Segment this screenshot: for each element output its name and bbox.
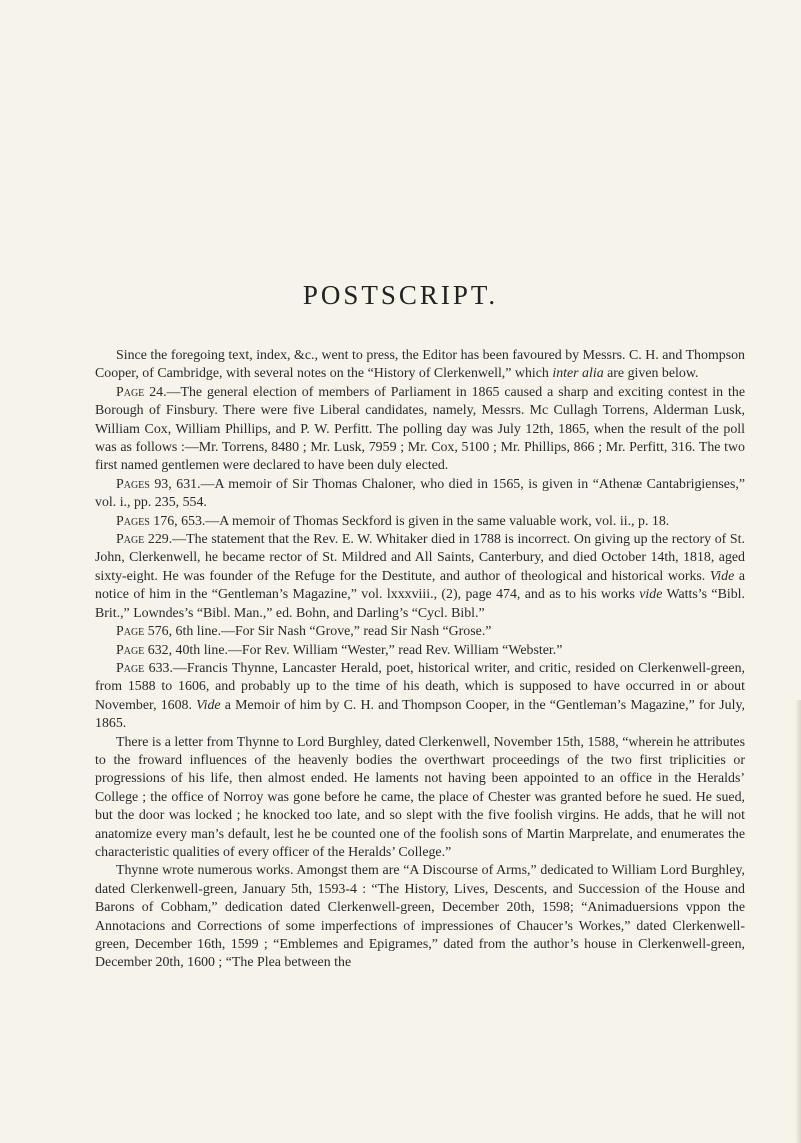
intro-italic: inter alia xyxy=(552,366,604,382)
paragraph-page-632 xyxy=(95,642,745,660)
paragraph-thynne-letter: There is a letter from Thynne to Lord Burghley, dated Clerkenwell, November 15th, 1588, “wherein he attributes to the froward influences of the heavenly bodies the overthwart proceedings of the two first triplicities or progressions of his life, then almost ended. He laments not having been appointed to an office in the Heralds’ College ; the office of Norroy was gone before he came, the place of Chester was granted before he sued. He sued, but the door was locked ; he knocked too late, and so slept with the five foolish virgins. He adds, that he will not anatomize every man’s default, lest he be counted one of the foolish sons of Martin Marprelate, and enumerates the characteristic qualities of every officer of the Heralds’ College.” xyxy=(95,734,745,860)
paragraph-page-576 xyxy=(95,623,745,641)
paragraph-text-b: a notice of him in the “Gentleman’s Magazine,” vol. lxxxviii., (2), page 474, and as to his works xyxy=(95,568,745,603)
paragraph-pages-93-631 xyxy=(95,476,745,513)
intro-text-b: are given below. xyxy=(603,366,699,382)
paragraph-text: —A memoir of Sir Thomas Chaloner, who died in 1565, is given in “Athenæ Cantabrigienses,” vol. i., pp. 235, 554. xyxy=(95,476,745,511)
paragraph-text: 40th line.—For Rev. William “Wester,” read Rev. William “Webster.” xyxy=(172,642,563,658)
vide-italic: vide xyxy=(639,587,663,603)
paragraph-thynne-works: Thynne wrote numerous works. Amongst them are “A Discourse of Arms,” dedicated to William Lord Burghley, dated Clerkenwell-green, January 5th, 1593-4 : “The History, Lives, Descents, and Succession of the House and Barons of Cobham,” dedication dated Clerkenwell-green, December 20th, 1598; “Animaduersions vppon the Annotacions and Corrections of some imperfections of impressiones of Chaucer’s Workes,” dated Clerkenwell-green, December 16th, 1599 ; “Emblemes and Epigrames,” dated from the author’s house in Clerkenwell-green, December 20th, 1600 ; “The Plea between the xyxy=(95,863,745,971)
paragraph-text: 6th line.—For Sir Nash “Grove,” read Sir Nash “Grose.” xyxy=(172,624,492,640)
page-ref: Page 633. xyxy=(116,660,173,676)
page-ref: Pages 93, 631. xyxy=(116,476,201,492)
page-ref: Page 24. xyxy=(116,384,167,400)
paragraph-page-633 xyxy=(95,660,745,734)
intro-text-a: Since the foregoing text, index, &c., went to press, the Editor has been favoured by Messrs. C. H. and Thompson Cooper, of Cambridge, with several notes on the “History of Clerkenwell,” which xyxy=(95,348,745,382)
body-text xyxy=(95,347,745,973)
paragraph-intro xyxy=(95,347,745,384)
page-title: POSTSCRIPT. xyxy=(302,280,499,310)
paragraph-pages-176-653 xyxy=(95,513,745,531)
page-ref: Page 576, xyxy=(116,624,173,640)
page-ref: Page 229. xyxy=(116,532,173,548)
vide-italic: Vide xyxy=(709,568,735,584)
paragraph-text-c: Watts’s “Bibl. Brit.,” Lowndes’s “Bibl. Man.,” ed. Bohn, and Darling’s “Cycl. Bibl.” xyxy=(95,587,745,621)
paragraph-text: —A memoir of Thomas Seckford is given in the same valuable work, vol. ii., p. 18. xyxy=(205,513,670,529)
vide-italic: Vide xyxy=(196,697,221,713)
page-ref: Page 632, xyxy=(116,642,173,658)
paragraph-page-229 xyxy=(95,531,745,623)
page-ref: Pages 176, 653. xyxy=(116,513,206,529)
paragraph-text-b: a Memoir of him by C. H. and Thompson Cooper, in the “Gentleman’s Magazine,” for July, 1865. xyxy=(95,697,745,732)
paragraph-page-24 xyxy=(95,384,745,476)
paragraph-text-a: —Francis Thynne, Lancaster Herald, poet, historical writer, and critic, resided on Clerkenwell-green, from 1588 to 1606, and probably up to the time of his death, which is supposed to have occurred in or about November, 1608. xyxy=(95,660,745,713)
paragraph-text: —The general election of members of Parliament in 1865 caused a sharp and exciting contest in the Borough of Finsbury. There were five Liberal candidates, namely, Messrs. Mc Cullagh Torrens, Alderman Lusk, William Cox, William Phillips, and P. W. Perfitt. The polling day was July 12th, 1865, when the result of the poll was as follows :—Mr. Torrens, 8480 ; Mr. Lusk, 7959 ; Mr. Cox, 5100 ; Mr. Phillips, 866 ; Mr. Perfitt, 316. The two first named gentlemen were declared to have been duly elected. xyxy=(95,384,745,474)
paragraph-text-a: —The statement that the Rev. E. W. Whitaker died in 1788 is incorrect. On giving up the rectory of St. John, Clerkenwell, he became rector of St. Mildred and All Saints, Canterbury, and died October 14th, 1818, aged sixty-eight. He was founder of the Refuge for the Destitute, and author of theological and historical works. xyxy=(95,532,745,584)
page-edge-shadow xyxy=(795,700,801,1143)
